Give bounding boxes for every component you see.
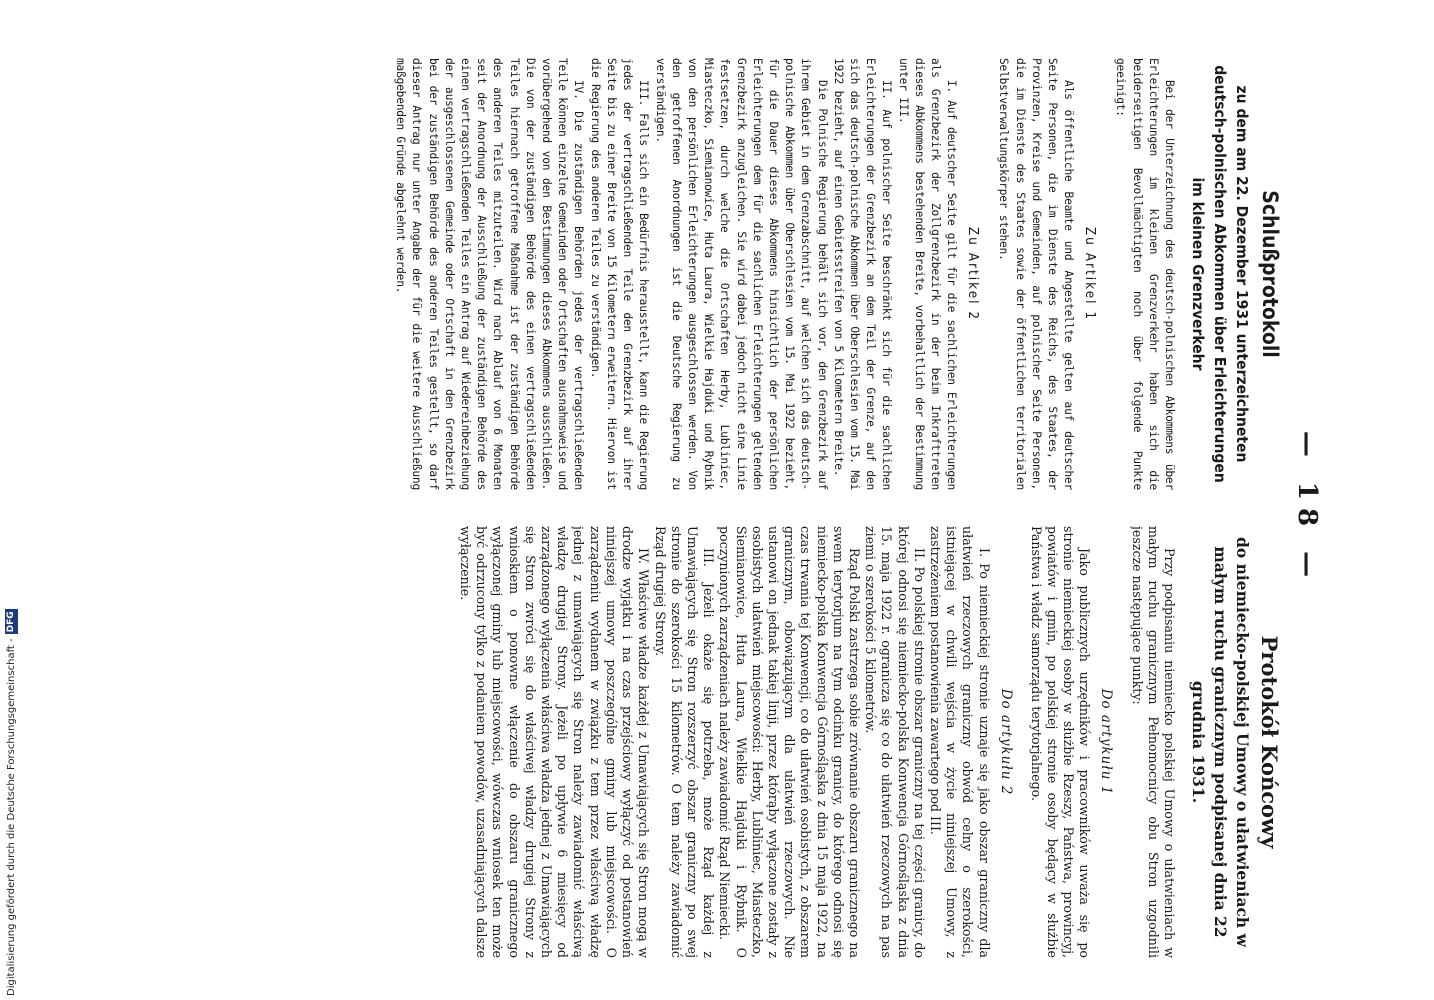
polish-intro: Przy podpisaniu niemiecko polskiej Umowy o ułatwieniach w małym ruchu granicznym Pełnomocnicy obu Stron uzgodnili jeszcze następujące punkty: <box>1129 526 1177 958</box>
polish-article-1-paragraph: Jako publicznych urzędników i pracowników uważa się po stronie niemieckiej osoby w służbie Rzeszy, Państwa, prowincyj, powiatów i gmin, po polskiej stronie osoby będący w służbie Państwa i władz samorządu terytorjalnego. <box>1028 526 1093 958</box>
polish-subtitle: do niemiecko-polskiej Umowy o ułatwieniach w małym ruchu granicznym podpisanej dnia 22 grudnia 1931. <box>1189 537 1252 947</box>
dfg-logo-icon: DFG <box>5 611 16 633</box>
german-heading-article-1: Zu Artikel 1 <box>1082 226 1099 322</box>
polish-article-2-paragraph-5: IV. Właściwe władze każdej z Umawiających się Stron mogą w drodze wyjątku i na czas przejściowy wyłączyć od postanowień niniejszej umowy poszczególne gminy lub miejscowości. O zarządzeniu wydanem w związku z tem przez właściwą władzę jednej z umawiających się Stron należy zawiadomić właściwą władzę drugiej Strony. Jeżeli po upływie 6 miesięcy od zarządzonego wyłączenia właściwa władza jednej z Umawiających się Stron zwróci się do właściwej władzy drugiej Strony z wnioskiem o ponowne włączenie do obszaru granicznego wyłączonej gminy lub miejscowości, wówczas wniosek ten może być odrzucony tylko z podaniem powodów, uzasadniających dalsze wyłączenie. <box>458 526 652 958</box>
german-subtitle: zu dem am 22. Dezember 1931 unterzeichneten deutsch-polnischen Abkommen über Erleichterungen im kleinen Grenzverkehr <box>1189 65 1251 483</box>
funding-footer-text: Digitalisierung gefördert durch die Deutsche Forschungsgemeinschaft - <box>6 638 17 996</box>
german-heading-article-2: Zu Artikel 2 <box>965 226 982 322</box>
page-number: — 18 — <box>1292 430 1322 586</box>
german-article-2-paragraph-1: I. Auf deutscher Seite gilt für die sachlichen Erleichterungen als Grenzbezirk der Zollgrenzbezirk in der beim Inkrafttreten dieses Abkommens bestehenden Breite, vorbehaltlich der Bestimmung unter III. <box>896 58 959 490</box>
german-column <box>122 58 1282 490</box>
german-article-2-paragraph-2: II. Auf polnischer Seite beschränkt sich für die sachlichen Erleichterungen der Grenzbezirk an dem Teil der Grenze, auf den sich das deutsch-polnische Abkommen über Oberschlesien vom 15. Mai 1922 bezieht, auf einen Gebietsstreifen von 5 Kilometern Breite. <box>831 58 894 490</box>
german-article-2-paragraph-4: III. Falls sich ein Bedürfnis herausstellt, kann die Regierung jedes der vertragschließenden Teile den Grenzbezirk auf ihrer Seite bis zu einer Breite von 15 Kilometern erweitern. Hiervon ist die Regierung des anderen Teiles zu verständigen. <box>588 58 651 490</box>
document-page <box>112 58 1322 958</box>
german-article-2-paragraph-3: Die Polnische Regierung behält sich vor, den Grenzbezirk auf ihrem Gebiet in dem Grenzabschnitt, auf welchen sich das deutsch-polnische Abkommen über Oberschlesien vom 15. Mai 1922 bezieht, für die Dauer dieses Abkommens hinsichtlich der persönlichen Erleichterungen dem für die sachlichen Erleichterungen geltenden Grenzbezirk anzugleichen. Sie wird dabei jedoch nicht eine Linie festsetzen, durch welche die Ortschaften Herby, Lubliniec, Miasteczko, Siemianowice, Huta Laura, Wielkie Hajduki und Rybnik von den persönlichen Erleichterungen ausgeschlossen werden. Von den getroffenen Anordnungen ist die Deutsche Regierung zu verständigen. <box>653 58 829 490</box>
german-title: Schlußprotokoll <box>1258 190 1282 358</box>
funding-footer <box>4 0 20 996</box>
german-intro: Bei der Unterzeichnung des deutsch-polnischen Abkommens über Erleichterungen im kleinen Grenzverkehr haben sich die beiderseitigen Bevollmächtigten noch über folgende Punkte geeinigt: <box>1114 58 1176 490</box>
polish-article-2-paragraph-1: I. Po niemieckiej stronie uznaje się jako obszar graniczny dla ułatwień rzeczowych graniczny obwód celny o szerokości, istniejącej w chwili wejścia w życie niniejszej Umowy, z zastrzeżeniem postanowienia zawartego pod III. <box>927 526 992 958</box>
polish-column <box>122 526 1282 958</box>
polish-heading-article-2: Do artykułu 2 <box>997 688 1014 796</box>
polish-article-2-paragraph-2: II. Po polskiej stronie obszar graniczny na tej części granicy, do której odnosi się niemiecko-polska Konwencja Górnośląska z dnia 15. maja 1922 r. ogranicza się co do ułatwień rzeczowych na pas ziemi o szerokości 5 kilometrów. <box>863 526 927 958</box>
polish-title: Protokół Końcowy <box>1257 635 1282 849</box>
polish-article-2-paragraph-4: III. Jeżeli okaże się potrzeba, może Rząd każdej z Umawiających się Stron rozszerzyć obszar graniczny po swej stronie do szerokości 15 kilometrów. O tem należy zawiadomić Rząd drugiej Strony. <box>652 526 717 958</box>
german-article-2-paragraph-5: IV. Die zuständigen Behörden jedes der vertragschließenden Teile können einzelne Gemeinden oder Ortschaften ausnahmsweise und vorübergehend von den Bestimmungen dieses Abkommens ausschließen. Die von der zuständigen Behörde des einen vertragschließenden Teiles hiernach getroffene Maßnahme ist der zuständigen Behörde des anderen Teiles mitzuteilen. Wird nach Ablauf von 6 Monaten seit der Anordnung der Ausschließung der zuständigen Behörde des einen vertragschließenden Teiles ein Antrag auf Wiedereinbeziehung der ausgeschlossenen Gemeinde oder Ortschaft in den Grenzbezirk bei der zuständigen Behörde des anderen Teiles gestellt, so darf dieser Antrag nur unter Angabe der für die weitere Ausschließung maßgebenden Gründe abgelehnt werden. <box>394 58 586 490</box>
german-article-1-paragraph: Als öffentliche Beamte und Angestellte gelten auf deutscher Seite Personen, die im Dienste des Reichs, des Staates, der Provinzen, Kreise und Gemeinden, auf polnischer Seite Personen, die im Dienste des Staates sowie der öffentlichen territorialen Selbstverwaltungskörper stehen. <box>997 58 1076 490</box>
polish-article-2-paragraph-3: Rząd Polski zastrzega sobie zrównanie obszaru granicznego na swem terytorjum na tym odcinku granicy, do którego odnosi się niemiecko-polska Konwencja Górnośląska z dnia 15 maja 1922, na czas trwania tej Konwencji, co do ułatwień osobistych, z obszarem granicznym, obowiązującym dla ułatwień rzeczowych. Nie ustanowi on jednak takiej linji, przez którąby wyłączone zostały z osobistych ułatwień miejscowości: Herby, Lubliniec, Miasteczko, Siemianowice, Huta Laura, Wielkie Hajduki i Rybnik. O poczynionych zarządzeniach należy zawiadomić Rząd Niemiecki. <box>717 526 862 958</box>
polish-heading-article-1: Do artykułu 1 <box>1098 688 1115 796</box>
